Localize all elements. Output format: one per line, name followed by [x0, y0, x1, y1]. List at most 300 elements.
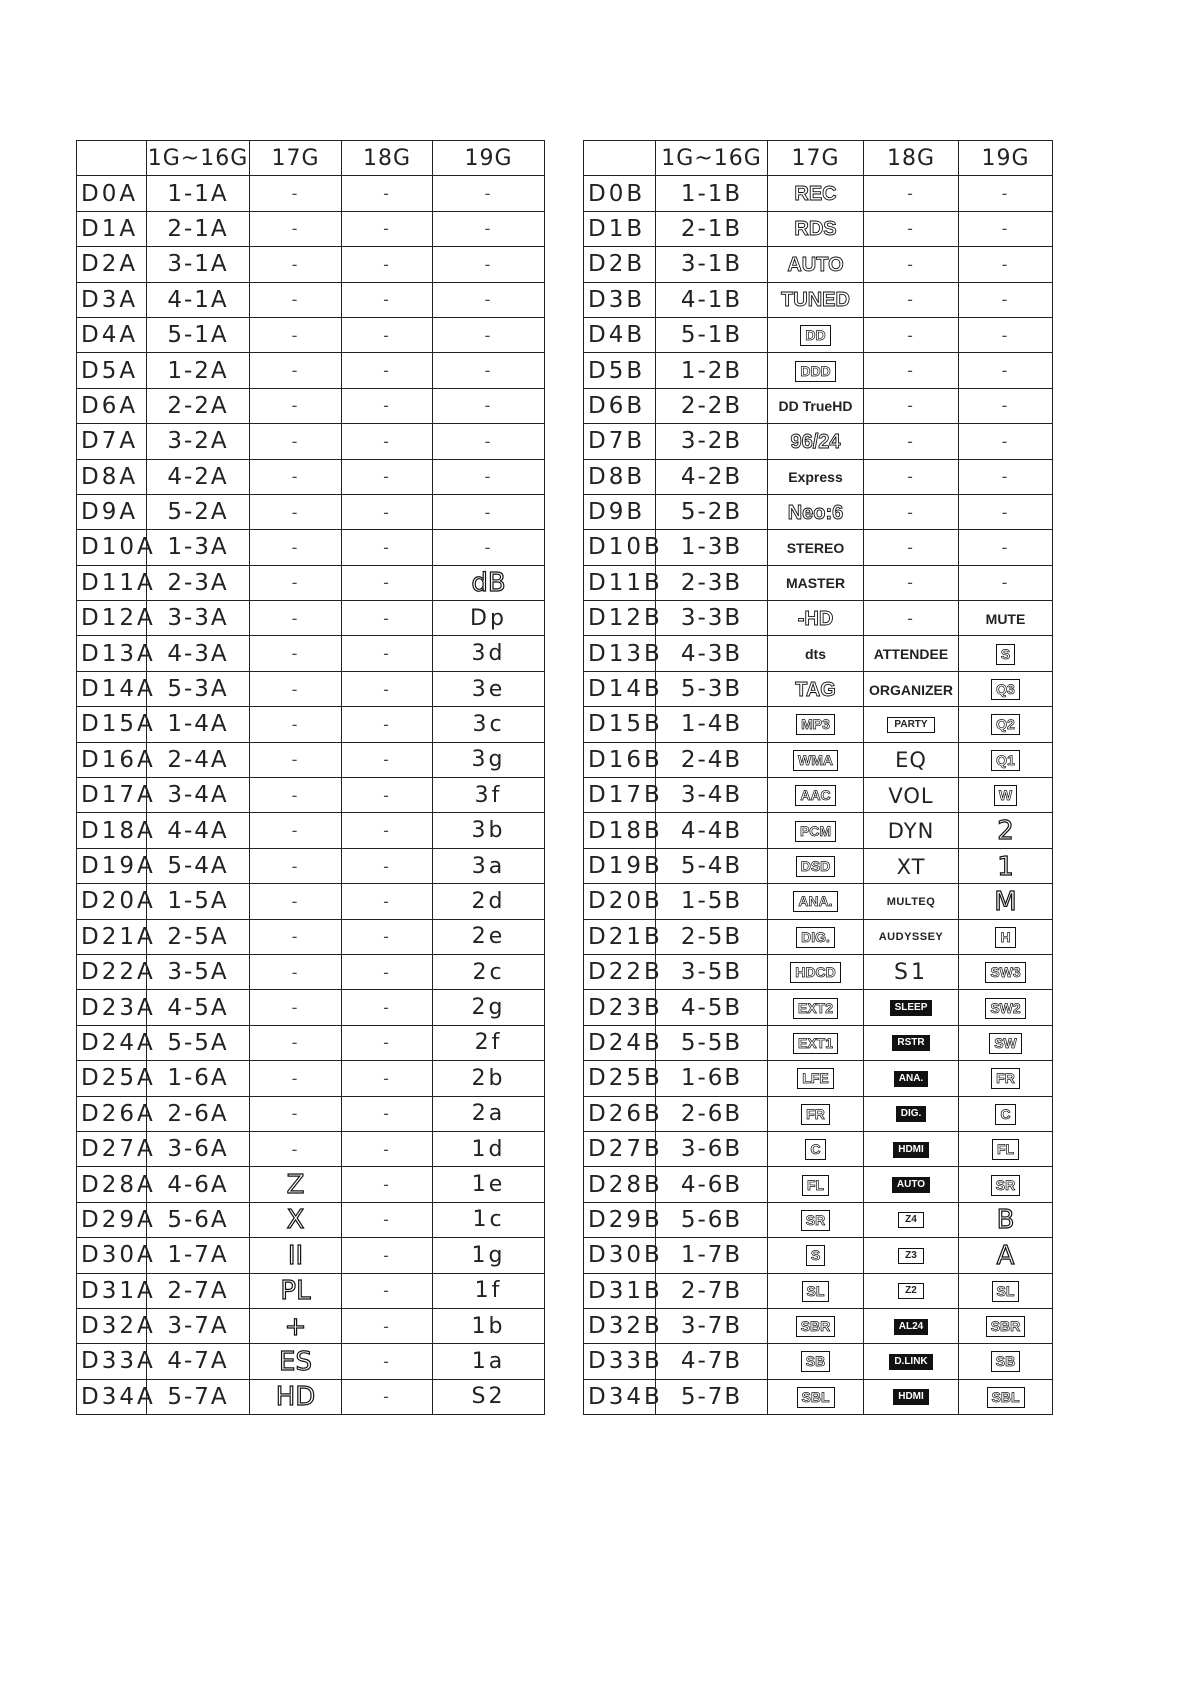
empty-cell: -: [342, 494, 433, 529]
grid-position-cell: 5-1A: [147, 317, 250, 352]
grid-position-cell: 1-3A: [147, 530, 250, 565]
segment-id-cell: D12B: [584, 601, 656, 636]
grid-position-cell: 2-1A: [147, 211, 250, 246]
table-row: [584, 742, 1053, 777]
table-row: [584, 954, 1053, 989]
indicator-a: A: [996, 1240, 1015, 1271]
empty-cell: -: [433, 353, 545, 388]
grid-position-cell: 2-7A: [147, 1273, 250, 1308]
symbol-cell: [959, 707, 1053, 742]
symbol-cell: [768, 636, 864, 671]
table-row: [77, 601, 545, 636]
symbol-cell: [250, 1273, 342, 1308]
grid-position-cell: 5-3A: [147, 671, 250, 706]
segment-id-cell: D21B: [584, 919, 656, 954]
empty-cell: -: [342, 1202, 433, 1237]
indicator-3b: 3b: [471, 818, 506, 844]
empty-cell: -: [342, 919, 433, 954]
empty-cell: -: [959, 459, 1053, 494]
table-row: [584, 1096, 1053, 1131]
indicator-xt: XT: [896, 854, 926, 879]
empty-cell: -: [864, 317, 959, 352]
indicator-neo-6: Neo:6: [787, 501, 844, 524]
empty-cell: -: [342, 1131, 433, 1166]
table-row: [584, 919, 1053, 954]
segment-id-cell: D24B: [584, 1025, 656, 1060]
table-row: [77, 211, 545, 246]
symbol-cell: [768, 1061, 864, 1096]
grid-position-cell: 5-4A: [147, 848, 250, 883]
table-row: [77, 317, 545, 352]
symbol-cell: [250, 1379, 342, 1414]
segment-id-cell: D17B: [584, 778, 656, 813]
table-row: [77, 1096, 545, 1131]
empty-cell: -: [342, 778, 433, 813]
symbol-cell: [768, 919, 864, 954]
empty-cell: -: [250, 565, 342, 600]
symbol-cell: [959, 919, 1053, 954]
symbol-cell: [768, 813, 864, 848]
grid-position-cell: 4-6B: [656, 1167, 768, 1202]
symbol-cell: [959, 848, 1053, 883]
empty-cell: -: [342, 707, 433, 742]
segment-id-cell: D9B: [584, 494, 656, 529]
segment-id-cell: D11B: [584, 565, 656, 600]
table-row: [584, 1379, 1053, 1414]
symbol-cell: [433, 742, 545, 777]
empty-cell: -: [864, 565, 959, 600]
grid-position-cell: 5-1B: [656, 317, 768, 352]
symbol-cell: [433, 707, 545, 742]
empty-cell: -: [433, 282, 545, 317]
table-row: [77, 1344, 545, 1379]
grid-position-cell: 1-1A: [147, 176, 250, 211]
table-row: [584, 211, 1053, 246]
symbol-cell: [768, 1202, 864, 1237]
indicator-b: B: [996, 1205, 1015, 1236]
grid-position-cell: 4-4B: [656, 813, 768, 848]
table-row: [77, 1379, 545, 1414]
column-header-18g: 18G: [864, 141, 959, 176]
grid-position-cell: 4-4A: [147, 813, 250, 848]
table-row: [77, 778, 545, 813]
segment-id-cell: D19B: [584, 848, 656, 883]
symbol-cell: [959, 1344, 1053, 1379]
grid-position-cell: 1-3B: [656, 530, 768, 565]
symbol-cell: [250, 1202, 342, 1237]
empty-cell: -: [342, 813, 433, 848]
indicator-x: X: [286, 1205, 305, 1236]
empty-cell: -: [864, 601, 959, 636]
indicator-sbl: SBL: [987, 1387, 1025, 1408]
grid-position-cell: 2-2B: [656, 388, 768, 423]
table-row: [584, 388, 1053, 423]
indicator-2b: 2b: [471, 1065, 506, 1091]
empty-cell: -: [250, 919, 342, 954]
segment-id-cell: D29B: [584, 1202, 656, 1237]
indicator-c: C: [995, 1104, 1015, 1125]
segment-table-a: [76, 140, 545, 1415]
empty-cell: -: [250, 211, 342, 246]
grid-position-cell: 4-1A: [147, 282, 250, 317]
empty-cell: -: [250, 282, 342, 317]
empty-cell: -: [250, 848, 342, 883]
grid-position-cell: 1-2B: [656, 353, 768, 388]
empty-cell: -: [959, 317, 1053, 352]
empty-cell: -: [342, 530, 433, 565]
grid-position-cell: 1-2A: [147, 353, 250, 388]
symbol-cell: [433, 848, 545, 883]
segment-id-cell: D12A: [77, 601, 147, 636]
grid-position-cell: 1-5B: [656, 884, 768, 919]
column-header-19g: 19G: [959, 141, 1053, 176]
indicator-2a: 2a: [471, 1101, 506, 1127]
symbol-cell: [959, 1273, 1053, 1308]
table-row: [584, 1273, 1053, 1308]
segment-id-cell: D30A: [77, 1238, 147, 1273]
grid-position-cell: 1-7B: [656, 1238, 768, 1273]
grid-position-cell: 3-5B: [656, 954, 768, 989]
grid-position-cell: 5-5B: [656, 1025, 768, 1060]
indicator-al24: AL24: [894, 1319, 928, 1335]
empty-cell: -: [342, 1308, 433, 1343]
grid-position-cell: 3-3B: [656, 601, 768, 636]
symbol-cell: [959, 1238, 1053, 1273]
indicator-dp: Dp: [470, 605, 507, 631]
empty-cell: -: [342, 1344, 433, 1379]
table-row: [77, 1202, 545, 1237]
indicator-blank: +: [284, 1311, 307, 1342]
header-row: [584, 141, 1053, 176]
table-row: [584, 1202, 1053, 1237]
symbol-cell: [768, 707, 864, 742]
indicator-express: Express: [788, 469, 843, 486]
symbol-cell: [768, 176, 864, 211]
grid-position-cell: 3-1A: [147, 247, 250, 282]
symbol-cell: [959, 954, 1053, 989]
indicator-1g: 1g: [471, 1242, 506, 1268]
empty-cell: -: [433, 211, 545, 246]
indicator-dts: dts: [805, 646, 826, 663]
empty-cell: -: [342, 848, 433, 883]
empty-cell: -: [250, 247, 342, 282]
indicator-fr: FR: [991, 1068, 1020, 1089]
table-row: [584, 1344, 1053, 1379]
indicator-s2: S2: [471, 1384, 506, 1410]
empty-cell: -: [250, 1096, 342, 1131]
empty-cell: -: [250, 742, 342, 777]
grid-position-cell: 2-3A: [147, 565, 250, 600]
grid-position-cell: 5-5A: [147, 1025, 250, 1060]
table-row: [77, 954, 545, 989]
empty-cell: -: [342, 176, 433, 211]
grid-position-cell: 5-6B: [656, 1202, 768, 1237]
segment-id-cell: D28A: [77, 1167, 147, 1202]
indicator-q3: Q3: [991, 679, 1020, 700]
table-row: [584, 1025, 1053, 1060]
indicator-dd-truehd: DD TrueHD: [778, 398, 853, 415]
table-row: [584, 671, 1053, 706]
table-row: [584, 601, 1053, 636]
indicator-audyssey: AUDYSSEY: [878, 931, 944, 944]
empty-cell: -: [342, 671, 433, 706]
symbol-cell: [433, 954, 545, 989]
table-row: [77, 884, 545, 919]
indicator-ddd: DDD: [795, 361, 835, 382]
symbol-cell: [768, 1273, 864, 1308]
segment-id-cell: D13A: [77, 636, 147, 671]
column-header-blank: [77, 141, 147, 176]
grid-position-cell: 2-6A: [147, 1096, 250, 1131]
empty-cell: -: [250, 707, 342, 742]
symbol-cell: [959, 601, 1053, 636]
grid-position-cell: 2-4A: [147, 742, 250, 777]
empty-cell: -: [342, 1273, 433, 1308]
empty-cell: -: [342, 565, 433, 600]
indicator-2d: 2d: [471, 888, 506, 914]
indicator-lfe: LFE: [797, 1068, 833, 1089]
symbol-cell: [864, 671, 959, 706]
grid-position-cell: 3-4B: [656, 778, 768, 813]
symbol-cell: [959, 671, 1053, 706]
symbol-cell: [959, 1131, 1053, 1166]
segment-id-cell: D34A: [77, 1379, 147, 1414]
empty-cell: -: [250, 990, 342, 1025]
empty-cell: -: [864, 388, 959, 423]
empty-cell: -: [864, 530, 959, 565]
grid-position-cell: 3-7B: [656, 1308, 768, 1343]
segment-id-cell: D19A: [77, 848, 147, 883]
symbol-cell: [864, 778, 959, 813]
table-row: [77, 1273, 545, 1308]
symbol-cell: [768, 388, 864, 423]
indicator-3f: 3f: [474, 782, 503, 808]
indicator-pl: PL: [280, 1276, 311, 1307]
symbol-cell: [959, 1308, 1053, 1343]
segment-id-cell: D10A: [77, 530, 147, 565]
symbol-cell: [864, 954, 959, 989]
empty-cell: -: [433, 459, 545, 494]
empty-cell: -: [959, 565, 1053, 600]
symbol-cell: [768, 424, 864, 459]
symbol-cell: [768, 671, 864, 706]
empty-cell: -: [959, 424, 1053, 459]
indicator-c: C: [805, 1139, 825, 1160]
grid-position-cell: 5-6A: [147, 1202, 250, 1237]
indicator-96-24: 96/24: [790, 430, 841, 453]
empty-cell: -: [433, 530, 545, 565]
symbol-cell: [768, 1167, 864, 1202]
indicator-s: S: [806, 1245, 825, 1266]
empty-cell: -: [342, 353, 433, 388]
symbol-cell: [768, 601, 864, 636]
indicator-ext2: EXT2: [793, 998, 838, 1019]
segment-id-cell: D23B: [584, 990, 656, 1025]
grid-position-cell: 4-3B: [656, 636, 768, 671]
symbol-cell: [433, 990, 545, 1025]
segment-id-cell: D9A: [77, 494, 147, 529]
segment-id-cell: D6B: [584, 388, 656, 423]
indicator-q2: Q2: [991, 714, 1020, 735]
segment-id-cell: D11A: [77, 565, 147, 600]
table-row: [77, 990, 545, 1025]
empty-cell: -: [250, 1025, 342, 1060]
table-row: [77, 424, 545, 459]
empty-cell: -: [342, 742, 433, 777]
symbol-cell: [768, 848, 864, 883]
symbol-cell: [433, 1308, 545, 1343]
indicator-dig: DIG.: [796, 927, 835, 948]
table-row: [77, 848, 545, 883]
indicator-ana: ANA.: [793, 891, 837, 912]
column-header-17g: 17G: [768, 141, 864, 176]
symbol-cell: [959, 636, 1053, 671]
segment-id-cell: D33B: [584, 1344, 656, 1379]
indicator-db: dB: [471, 568, 506, 599]
symbol-cell: [433, 636, 545, 671]
symbol-cell: [433, 1131, 545, 1166]
table-row: [77, 742, 545, 777]
indicator-3e: 3e: [471, 676, 506, 702]
symbol-cell: [959, 1061, 1053, 1096]
symbol-cell: [433, 671, 545, 706]
table-row: [584, 707, 1053, 742]
grid-position-cell: 5-3B: [656, 671, 768, 706]
table-row: [77, 565, 545, 600]
indicator-auto: AUTO: [787, 253, 844, 276]
table-row: [584, 530, 1053, 565]
symbol-cell: [433, 1273, 545, 1308]
column-header-1g-16g: 1G~16G: [656, 141, 768, 176]
empty-cell: -: [250, 317, 342, 352]
table-row: [584, 247, 1053, 282]
indicator-wma: WMA: [793, 750, 838, 771]
symbol-cell: [433, 1202, 545, 1237]
indicator-sw: SW: [989, 1033, 1022, 1054]
symbol-cell: [959, 813, 1053, 848]
segment-id-cell: D8A: [77, 459, 147, 494]
table-row: [584, 1167, 1053, 1202]
indicator-hd: HD: [275, 1382, 316, 1413]
symbol-cell: [864, 1131, 959, 1166]
segment-id-cell: D22B: [584, 954, 656, 989]
grid-position-cell: 3-2B: [656, 424, 768, 459]
segment-id-cell: D26A: [77, 1096, 147, 1131]
symbol-cell: [864, 1344, 959, 1379]
table-row: [584, 317, 1053, 352]
empty-cell: -: [250, 778, 342, 813]
grid-position-cell: 5-4B: [656, 848, 768, 883]
column-header-17g: 17G: [250, 141, 342, 176]
symbol-cell: [864, 848, 959, 883]
symbol-cell: [864, 1202, 959, 1237]
symbol-cell: [768, 990, 864, 1025]
segment-id-cell: D15B: [584, 707, 656, 742]
empty-cell: -: [342, 424, 433, 459]
symbol-cell: [768, 282, 864, 317]
grid-position-cell: 2-3B: [656, 565, 768, 600]
empty-cell: -: [959, 353, 1053, 388]
symbol-cell: [768, 778, 864, 813]
empty-cell: -: [250, 424, 342, 459]
table-row: [77, 459, 545, 494]
grid-position-cell: 3-7A: [147, 1308, 250, 1343]
column-header-1g-16g: 1G~16G: [147, 141, 250, 176]
symbol-cell: [768, 565, 864, 600]
grid-position-cell: 1-5A: [147, 884, 250, 919]
segment-id-cell: D26B: [584, 1096, 656, 1131]
empty-cell: -: [250, 1131, 342, 1166]
segment-id-cell: D25B: [584, 1061, 656, 1096]
grid-position-cell: 3-6A: [147, 1131, 250, 1166]
indicator-3a: 3a: [471, 853, 506, 879]
empty-cell: -: [342, 1167, 433, 1202]
grid-position-cell: 3-6B: [656, 1131, 768, 1166]
indicator-master: MASTER: [785, 575, 846, 592]
empty-cell: -: [342, 282, 433, 317]
indicator-3c: 3c: [472, 711, 505, 737]
indicator-rstr: RSTR: [892, 1035, 929, 1051]
empty-cell: -: [250, 1061, 342, 1096]
segment-id-cell: D3B: [584, 282, 656, 317]
table-row: [584, 424, 1053, 459]
indicator-tuned: TUNED: [781, 289, 850, 312]
table-row: [584, 176, 1053, 211]
symbol-cell: [864, 1273, 959, 1308]
header-row: [77, 141, 545, 176]
empty-cell: -: [250, 671, 342, 706]
indicator-aac: AAC: [795, 785, 835, 806]
indicator-organizer: ORGANIZER: [869, 681, 953, 698]
segment-id-cell: D1B: [584, 211, 656, 246]
grid-position-cell: 3-2A: [147, 424, 250, 459]
symbol-cell: [433, 1025, 545, 1060]
segment-id-cell: D31A: [77, 1273, 147, 1308]
symbol-cell: [959, 1167, 1053, 1202]
table-row: [584, 353, 1053, 388]
empty-cell: -: [342, 636, 433, 671]
indicator-dig: DIG.: [896, 1106, 927, 1122]
symbol-cell: [768, 211, 864, 246]
indicator-z3: Z3: [898, 1248, 924, 1264]
empty-cell: -: [342, 1061, 433, 1096]
empty-cell: -: [250, 494, 342, 529]
symbol-cell: [768, 1379, 864, 1414]
symbol-cell: [433, 1344, 545, 1379]
indicator-hdmi: HDMI: [893, 1142, 929, 1158]
indicator-h: H: [995, 927, 1015, 948]
indicator-attendee: ATTENDEE: [873, 646, 949, 663]
empty-cell: -: [959, 530, 1053, 565]
grid-position-cell: 4-2A: [147, 459, 250, 494]
empty-cell: -: [864, 494, 959, 529]
empty-cell: -: [864, 247, 959, 282]
indicator-hdcd: HDCD: [790, 962, 840, 983]
segment-id-cell: D17A: [77, 778, 147, 813]
indicator-3d: 3d: [471, 641, 506, 667]
table-row: [584, 1131, 1053, 1166]
segment-id-cell: D21A: [77, 919, 147, 954]
symbol-cell: [959, 1025, 1053, 1060]
column-header-blank: [584, 141, 656, 176]
empty-cell: -: [342, 1025, 433, 1060]
indicator-fl: FL: [802, 1175, 829, 1196]
symbol-cell: [768, 247, 864, 282]
segment-id-cell: D31B: [584, 1273, 656, 1308]
grid-position-cell: 5-7A: [147, 1379, 250, 1414]
empty-cell: -: [250, 601, 342, 636]
symbol-cell: [768, 353, 864, 388]
